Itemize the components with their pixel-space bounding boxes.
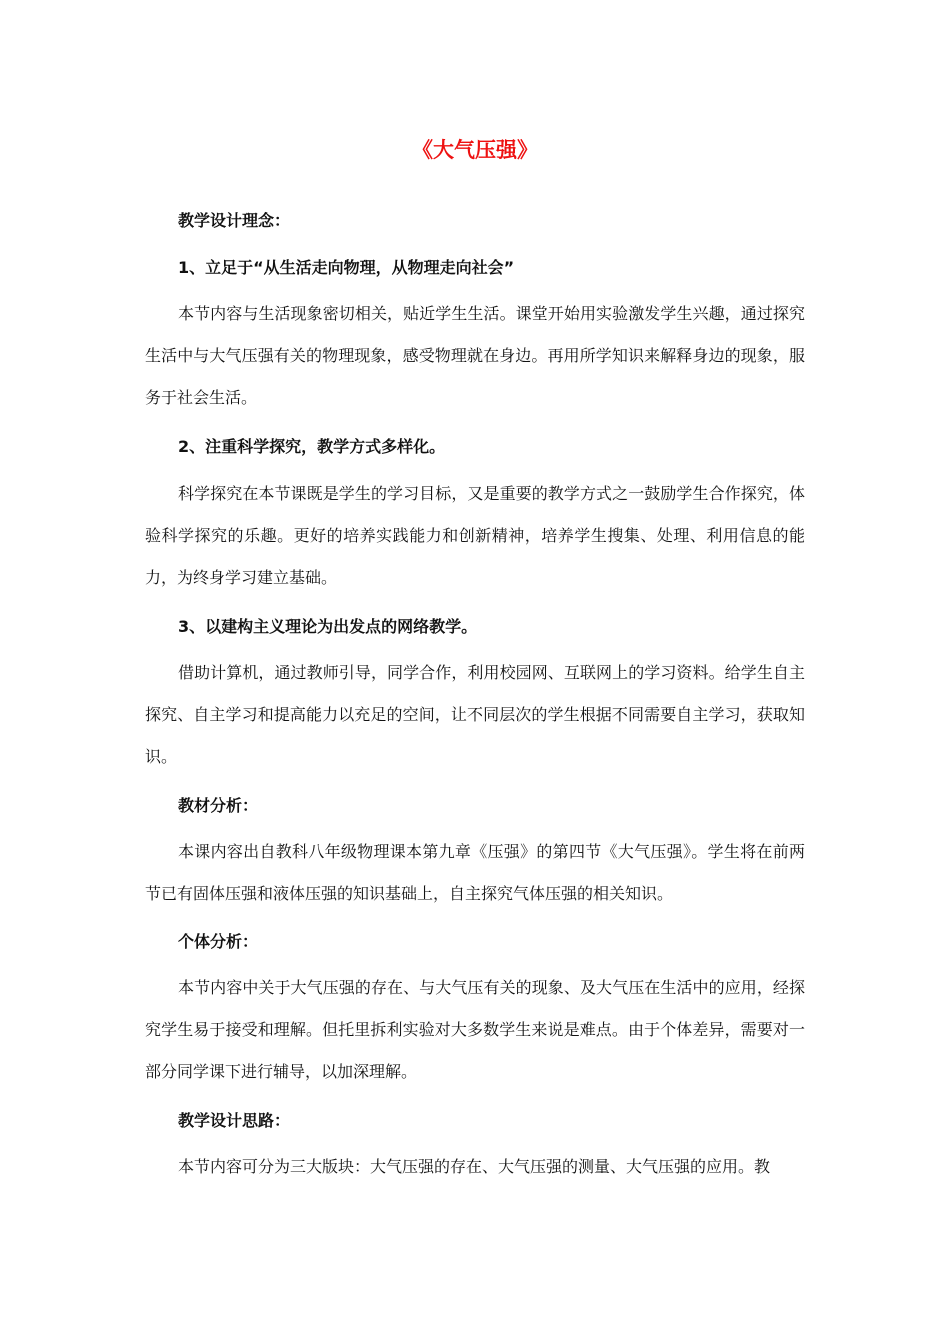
heading-point-3: 3、以建构主义理论为出发点的网络教学。 (178, 617, 478, 636)
paragraph-individual-analysis: 本节内容中关于大气压强的存在、与大气压有关的现象、及大气压在生活中的应用，经探究学生易于接受和理解。但托里拆利实验对大多数学生来说是难点。由于个体差异，需要对一部分同学课下进行辅导，以加深理解。 (145, 978, 805, 1081)
paragraph-textbook-analysis: 本课内容出自教科八年级物理课本第九章《压强》的第四节《大气压强》。学生将在前两节已有固体压强和液体压强的知识基础上，自主探究气体压强的相关知识。 (145, 842, 805, 903)
paragraph-point-3: 借助计算机，通过教师引导，同学合作，利用校园网、互联网上的学习资料。给学生自主探究、自主学习和提高能力以充足的空间，让不同层次的学生根据不同需要自主学习，获取知识。 (145, 663, 805, 766)
heading-point-1: 1、立足于“从生活走向物理，从物理走向社会” (178, 258, 515, 277)
heading-design-approach: 教学设计思路： (178, 1111, 291, 1130)
paragraph-point-2: 科学探究在本节课既是学生的学习目标，又是重要的教学方式之一鼓励学生合作探究，体验科学探究的乐趣。更好的培养实践能力和创新精神，培养学生搜集、处理、利用信息的能力，为终身学习建立基础。 (145, 484, 805, 587)
heading-textbook-analysis: 教材分析： (178, 796, 259, 815)
page-title: 《大气压强》 (412, 138, 538, 162)
paragraph-design-approach: 本节内容可分为三大版块：大气压强的存在、大气压强的测量、大气压强的应用。教 (178, 1157, 771, 1176)
paragraph-point-1: 本节内容与生活现象密切相关，贴近学生生活。课堂开始用实验激发学生兴趣，通过探究生活中与大气压强有关的物理现象，感受物理就在身边。再用所学知识来解释身边的现象，服务于社会生活。 (145, 304, 805, 407)
heading-point-2: 2、注重科学探究，教学方式多样化。 (178, 437, 446, 456)
heading-design-philosophy: 教学设计理念： (178, 211, 291, 230)
heading-individual-analysis: 个体分析： (178, 932, 259, 951)
